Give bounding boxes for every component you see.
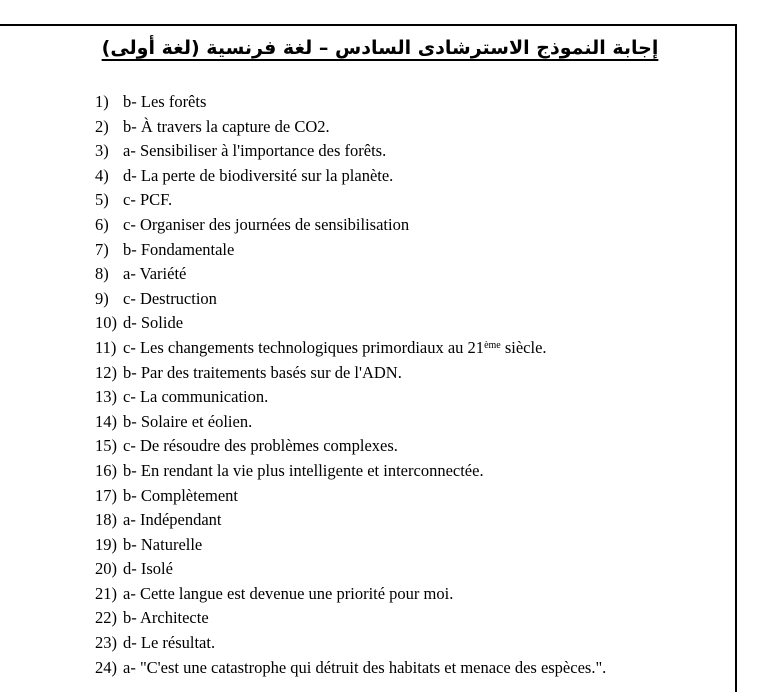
answer-row — [95, 311, 606, 336]
answer-row — [95, 213, 606, 238]
answer-number: 18) — [95, 510, 117, 530]
answer-row — [95, 631, 606, 656]
answer-text: a- "C'est une catastrophe qui détruit des habitats et menace des espèces.". — [123, 657, 607, 677]
answer-row — [95, 434, 606, 459]
answer-number: 14) — [95, 411, 117, 431]
answer-number: 16) — [95, 460, 117, 480]
answer-number: 13) — [95, 387, 117, 407]
answer-row — [95, 139, 606, 164]
answer-text: b- Naturelle — [123, 534, 203, 554]
answer-text: b- Solaire et éolien. — [123, 411, 253, 431]
page-title: إجابة النموذج الاسترشادى السادس – لغة فرنسية (لغة أولى) — [101, 37, 659, 59]
answer-row — [95, 606, 606, 631]
answer-text: c- Destruction — [123, 288, 217, 308]
answer-text: a- Indépendant — [123, 510, 222, 530]
answer-number: 21) — [95, 583, 117, 603]
answer-number: 1) — [95, 92, 109, 111]
answer-text: b- Complètement — [123, 485, 239, 505]
answer-text: d- Le résultat. — [123, 633, 216, 653]
answer-number: 15) — [95, 436, 117, 456]
answer-text-after-sup: siècle. — [500, 337, 547, 357]
answer-text: a- Sensibiliser à l'importance des forêts. — [123, 141, 387, 161]
answer-row — [95, 533, 606, 558]
answer-row — [95, 188, 606, 213]
answer-text: d- La perte de biodiversité sur la planète. — [123, 165, 394, 185]
answer-number: 24) — [95, 657, 117, 677]
answer-number: 12) — [95, 362, 117, 382]
answer-row — [95, 115, 606, 140]
answer-number: 3) — [95, 141, 109, 161]
answer-row — [95, 238, 606, 263]
page-border-top — [0, 24, 737, 26]
answer-row — [95, 410, 606, 435]
answer-text: b- Architecte — [123, 608, 209, 628]
answer-number: 9) — [95, 288, 109, 308]
answer-row — [95, 336, 606, 361]
answer-row — [95, 656, 606, 681]
answer-row — [95, 385, 606, 410]
answer-text: b- Par des traitements basés sur de l'ADN. — [123, 362, 402, 382]
answer-text-superscript: ème — [484, 339, 501, 351]
answer-number: 8) — [95, 264, 109, 284]
answer-text: c- La communication. — [123, 387, 269, 407]
answer-number: 6) — [95, 214, 109, 234]
answer-text: c- Organiser des journées de sensibilisation — [123, 214, 410, 234]
answer-text: d- Solide — [123, 313, 184, 333]
answer-text: c- De résoudre des problèmes complexes. — [123, 436, 398, 456]
answer-row — [95, 262, 606, 287]
answer-number: 22) — [95, 608, 117, 628]
page-border-right — [735, 24, 737, 692]
answer-text: b- À travers la capture de CO2. — [123, 116, 330, 136]
answer-number: 11) — [95, 337, 117, 357]
answer-text: b- Fondamentale — [123, 239, 235, 259]
answer-row — [95, 287, 606, 312]
answer-number: 5) — [95, 190, 109, 210]
answer-text: a- Cette langue est devenue une priorité pour moi. — [123, 583, 454, 603]
answer-text: b- En rendant la vie plus intelligente et interconnectée. — [123, 460, 484, 480]
answer-row — [95, 361, 606, 386]
answer-text — [123, 338, 547, 357]
answer-number: 19) — [95, 534, 117, 554]
answer-row — [95, 90, 606, 115]
answer-number: 4) — [95, 165, 109, 185]
answer-text: b- Les forêts — [123, 92, 207, 111]
answer-text: a- Variété — [123, 264, 187, 284]
answer-number: 2) — [95, 116, 109, 136]
answer-number: 23) — [95, 633, 117, 653]
answer-row — [95, 484, 606, 509]
answer-text: c- PCF. — [123, 190, 173, 210]
answer-number: 20) — [95, 559, 117, 579]
answer-row — [95, 164, 606, 189]
answer-number: 7) — [95, 239, 109, 259]
answer-row — [95, 459, 606, 484]
answer-text: d- Isolé — [123, 559, 173, 579]
answer-row — [95, 557, 606, 582]
answer-row — [95, 508, 606, 533]
answer-list — [95, 90, 606, 680]
answer-number: 17) — [95, 485, 117, 505]
answer-text-before-sup: c- Les changements technologiques primordiaux au 21 — [123, 337, 485, 357]
answer-row — [95, 582, 606, 607]
answer-number: 10) — [95, 313, 117, 333]
